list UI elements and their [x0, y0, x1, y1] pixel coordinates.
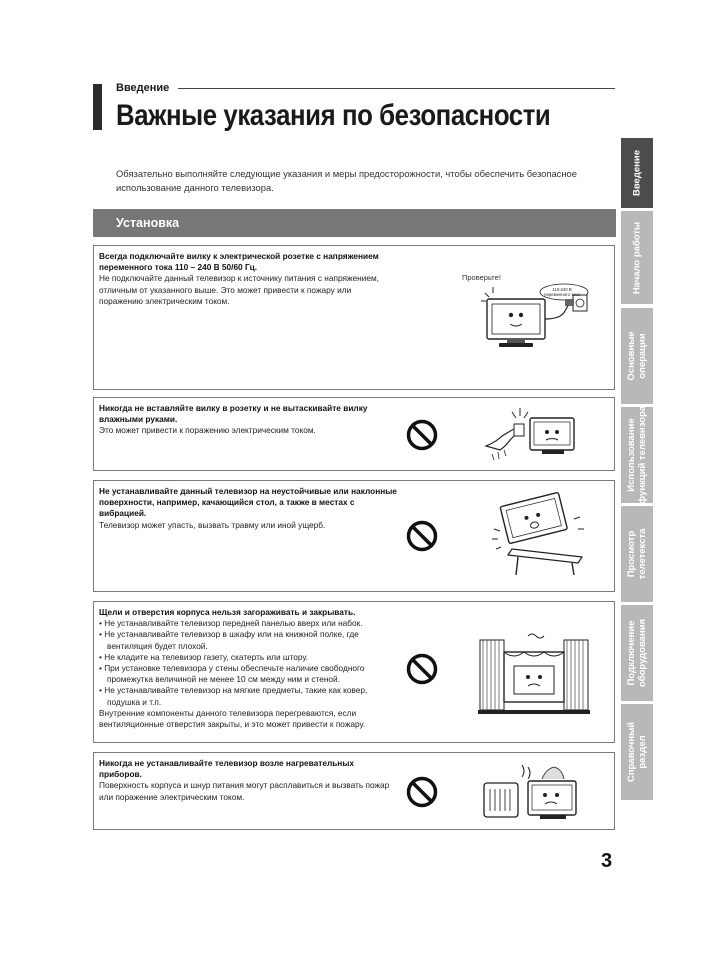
item-body: Это может привести к поражению электрическим током. — [99, 425, 316, 436]
bullet-item: • Не устанавливайте телевизор на мягкие предметы, такие как ковер, подушка и т.п. — [99, 685, 368, 707]
side-tab-label: Основные операции — [626, 331, 648, 381]
item-heading: Всегда подключайте вилку к электрической розетке с напряжением переменного тока 110 – 240 В 50/60 Гц. — [99, 251, 379, 273]
kicker-rule — [178, 88, 615, 89]
bullet-item: • Не устанавливайте телевизор в шкафу или на книжной полке, где вентиляция будет плохой. — [99, 629, 359, 651]
safety-item-voltage — [93, 245, 615, 390]
item-body: Телевизор может упасть, вызвать травму или иной ущерб. — [99, 519, 326, 530]
side-tab-teletext[interactable] — [621, 506, 653, 602]
bullet-item: • При установке телевизора у стены обеспечьте наличие свободного промежутка величиной не менее 10 см между ним и стеной. — [99, 663, 365, 685]
tv-near-heater-illustration — [482, 757, 582, 827]
tv-in-cabinet-illustration — [478, 632, 590, 718]
side-tab-reference[interactable] — [621, 704, 653, 800]
side-tab-label: Введение — [631, 149, 643, 197]
side-tab-introduction[interactable] — [621, 138, 653, 208]
prohibition-icon — [406, 776, 438, 808]
side-tab-label: Использование функций телевизора — [626, 405, 648, 505]
intro-text: Обязательно выполняйте следующие указания и меры предосторожности, чтобы обеспечить безопасное использование данного телевизора. — [116, 168, 577, 193]
section-band-label: Установка — [116, 216, 180, 230]
bullet-item: • Не кладите на телевизор газету, скатерть или штору. — [99, 651, 309, 662]
side-tab-connecting-equipment[interactable] — [621, 605, 653, 701]
prohibition-icon — [406, 520, 438, 552]
safety-item-heaters — [93, 752, 615, 830]
item-heading: Не устанавливайте данный телевизор на неустойчивые или наклонные поверхности, например, качающийся стол, а также в местах с вибрацией. — [99, 486, 397, 519]
item-body: Поверхность корпуса и шнур питания могут расплавиться и вызвать пожар или поражение электрическим током. — [99, 780, 390, 802]
page-title: Важные указания по безопасности — [116, 99, 551, 132]
side-tab-label: Просмотр телетекста — [626, 528, 648, 580]
page-number: 3 — [601, 850, 613, 872]
prohibition-icon — [406, 419, 438, 451]
prohibition-icon — [406, 653, 438, 685]
side-tab-label: Начало работы — [631, 221, 643, 294]
title-accent-bar — [93, 84, 102, 130]
falling-tv-illustration — [482, 489, 587, 584]
safety-item-ventilation — [93, 601, 615, 743]
wet-hand-plug-illustration — [482, 406, 582, 466]
side-tab-label: Справочный раздел — [626, 721, 648, 783]
side-tab-label: Подключение оборудования — [626, 618, 648, 688]
side-tab-tv-features[interactable] — [621, 407, 653, 503]
safety-item-unstable-surface — [93, 480, 615, 592]
section-kicker: Введение — [116, 82, 170, 94]
bullet-item: • Не устанавливайте телевизор передней панелью вверх или набок. — [99, 618, 363, 629]
item-body: Внутренние компоненты данного телевизора перегреваются, если вентиляционные отверстия закрыты, и это может привести к пожару. — [99, 707, 366, 730]
outlet-label: 110-240 В переменного тока — [544, 287, 580, 297]
check-callout: Проверьте! — [462, 273, 501, 282]
side-tab-getting-started[interactable] — [621, 211, 653, 304]
item-heading: Никогда не устанавливайте телевизор возле нагревательных приборов. — [99, 758, 355, 780]
item-body: Не подключайте данный телевизор к источнику питания с напряжением, отличным от указанного выше. Это может привести к пожару или поражению электрическим током. — [99, 273, 379, 306]
side-tab-basic-operations[interactable] — [621, 308, 653, 404]
item-heading: Никогда не вставляйте вилку в розетку и не вытаскивайте вилку влажными руками. — [99, 403, 368, 425]
item-heading: Щели и отверстия корпуса нельзя загораживать и закрывать. — [99, 607, 356, 617]
safety-item-wet-hands — [93, 397, 615, 471]
